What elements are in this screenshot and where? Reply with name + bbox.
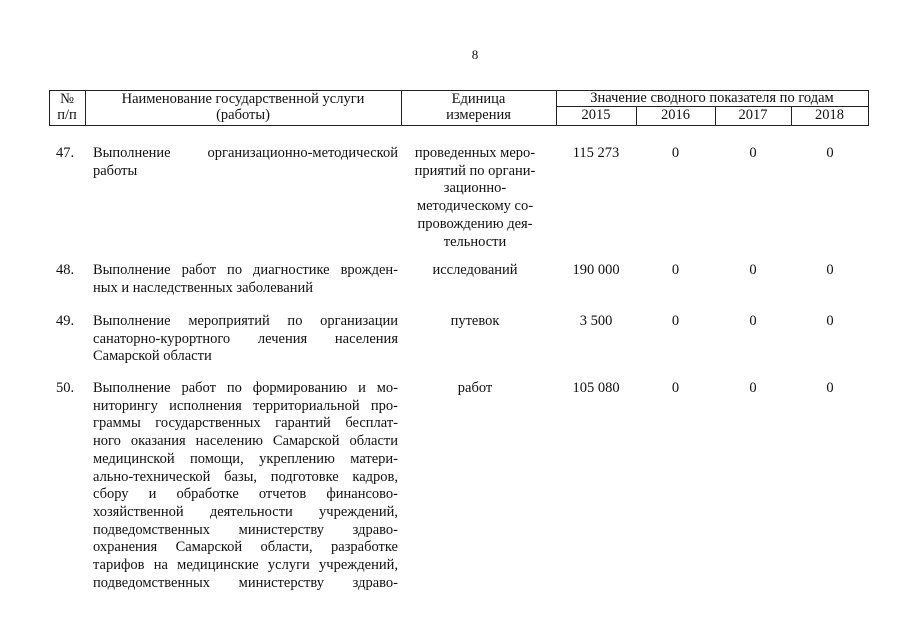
header-name-label: Наименование государственной услуги [121, 91, 365, 107]
row-service-name [93, 145, 398, 180]
name-line: граммы государственных гарантий бесплат- [93, 415, 398, 432]
row-number: 50. [56, 380, 75, 396]
value-2018: 0 [826, 313, 834, 329]
unit-line: методическому со- [416, 198, 534, 215]
header-values-label: Значение сводного показателя по годам [590, 90, 834, 106]
unit-line: зационно- [443, 180, 507, 197]
row-number: 47. [56, 145, 75, 161]
header-divider [868, 90, 869, 126]
unit-line: путевок [450, 313, 500, 329]
value-2015: 105 080 [572, 380, 620, 396]
value-2015: 3 500 [579, 313, 613, 329]
row-service-name [93, 262, 398, 297]
header-unit-sublabel: измерения [446, 107, 511, 123]
name-line: Выполнение работ по диагностике врожден- [93, 262, 398, 278]
value-2018: 0 [826, 380, 834, 396]
name-line: охранения Самарской области, разработке [93, 539, 398, 556]
unit-line: проведенных меро- [414, 145, 536, 161]
name-line: подведомственных министерству здраво- [93, 521, 398, 538]
name-line: санаторно-курортного лечения населения [93, 330, 398, 347]
row-unit [405, 262, 545, 280]
name-line: сбору и обработке отчетов финансово- [93, 486, 398, 503]
unit-line: приятий по органи- [414, 162, 536, 179]
value-2018: 0 [826, 262, 834, 278]
header-year-2016: 2016 [661, 107, 690, 123]
unit-line: провождению дея- [417, 215, 533, 232]
name-line: подведомственных министерству здраво- [93, 574, 398, 591]
value-2016: 0 [671, 262, 680, 278]
name-line: Выполнение мероприятий по организации [93, 313, 398, 329]
name-line: работы [93, 162, 138, 179]
name-line: медицинской помощи, укреплению матери- [93, 450, 398, 467]
value-2018: 0 [826, 145, 834, 161]
header-year-2015: 2015 [581, 107, 611, 123]
unit-line: исследований [432, 262, 518, 278]
unit-line: тельности [443, 233, 507, 250]
header-unit-label: Единица [451, 91, 506, 107]
name-line: хозяйственной деятельности учреждений, [93, 503, 398, 520]
value-2015: 190 000 [572, 262, 620, 278]
name-line: ально-технической базы, подготовке кадров, [93, 468, 398, 485]
value-2015: 115 273 [572, 145, 620, 161]
value-2017: 0 [749, 313, 757, 329]
header-name-sublabel: (работы) [216, 107, 270, 123]
name-line: тарифов на медицинские услуги учреждений, [93, 557, 398, 574]
name-line: ниторингу исполнения территориальной про- [93, 397, 398, 414]
name-line: ного оказания населению Самарской области [93, 433, 398, 450]
header-year-2017: 2017 [738, 107, 768, 123]
value-2016: 0 [671, 380, 680, 396]
value-2017: 0 [749, 262, 757, 278]
header-num-label: № [60, 91, 74, 107]
row-unit [405, 313, 545, 331]
unit-line: работ [457, 380, 493, 396]
page-number: 8 [471, 47, 479, 62]
name-line: Выполнение работ по формированию и мо- [93, 380, 398, 396]
value-2017: 0 [749, 380, 757, 396]
header-year-2018: 2018 [815, 107, 844, 123]
row-number: 48. [56, 262, 75, 278]
row-number: 49. [56, 313, 75, 329]
header-bottom-border [49, 125, 869, 126]
row-service-name [93, 313, 398, 366]
name-line: Самарской области [93, 348, 212, 365]
row-unit [405, 145, 545, 251]
header-num-sublabel: п/п [57, 107, 77, 123]
name-line: ных и наследственных заболеваний [93, 279, 313, 296]
value-2017: 0 [749, 145, 757, 161]
row-unit [405, 380, 545, 398]
row-service-name [93, 380, 398, 592]
value-2016: 0 [671, 313, 680, 329]
value-2016: 0 [671, 145, 680, 161]
name-line: Выполнение организационно-методической [93, 145, 398, 161]
